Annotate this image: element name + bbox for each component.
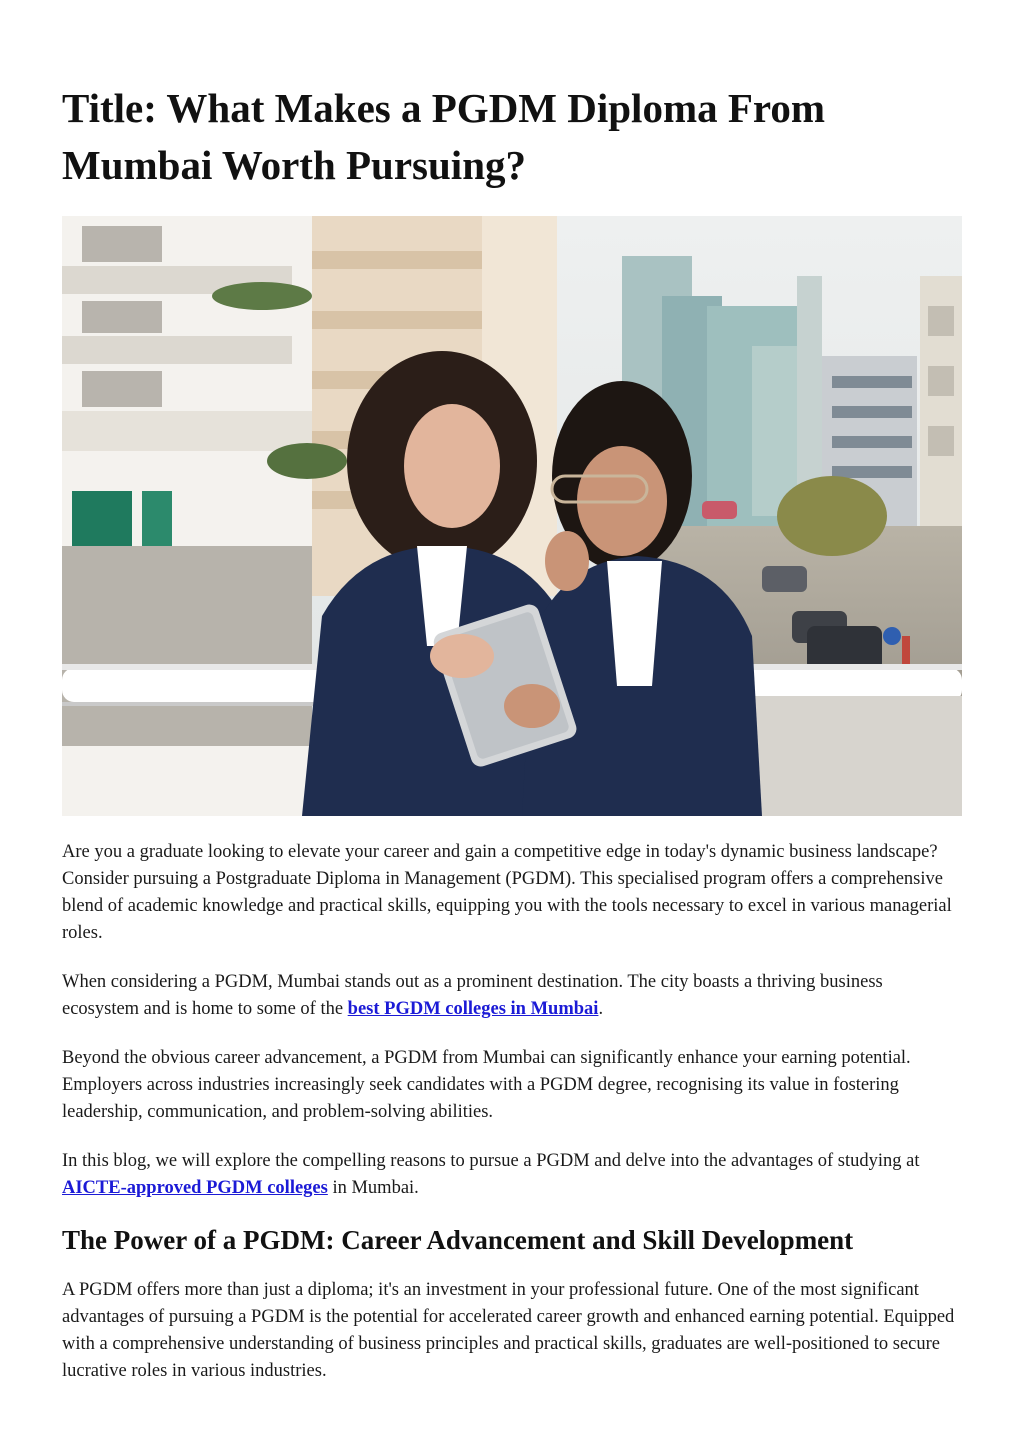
intro-paragraph: Are you a graduate looking to elevate your career and gain a competitive edge in today's dynamic business landscape? Consider pursuing a Postgraduate Diploma in Management (PGDM). This specialised program offers a comprehensive blend of academic knowledge and practical skills, equipping you with the tools necessary to excel in various managerial roles. [62, 842, 952, 943]
hero-photo [62, 216, 962, 816]
mumbai-paragraph-text: When considering a PGDM, Mumbai stands out as a prominent destination. The city boasts a thriving business ecosystem and is home to some of the [62, 972, 883, 1019]
hero-illustration [62, 216, 962, 816]
mumbai-paragraph [62, 969, 962, 1023]
blog-intro-text: In this blog, we will explore the compelling reasons to pursue a PGDM and delve into the advantages of studying at [62, 1151, 920, 1171]
best-pgdm-colleges-link[interactable]: best PGDM colleges in Mumbai [347, 999, 599, 1019]
blog-intro-end: in Mumbai. [327, 1178, 419, 1198]
mumbai-paragraph-end: . [598, 999, 604, 1019]
blog-intro-paragraph [62, 1148, 962, 1202]
document-page [62, 0, 962, 1385]
power-paragraph: A PGDM offers more than just a diploma; it's an investment in your professional future. One of the most significant advantages of pursuing a PGDM is the potential for accelerated career growth and enhanced earning potential. Equipped with a comprehensive understanding of business principles and practical skills, graduates are well-positioned to secure lucrative roles in various industries. [62, 1280, 955, 1381]
section-heading: The Power of a PGDM: Career Advancement and Skill Development [62, 1225, 854, 1255]
earning-paragraph: Beyond the obvious career advancement, a PGDM from Mumbai can significantly enhance your earning potential. Employers across industries increasingly seek candidates with a PGDM degree, recognising its value in fostering leadership, communication, and problem-solving abilities. [62, 1048, 911, 1122]
page-title: Title: What Makes a PGDM Diploma From Mumbai Worth Pursuing? [62, 85, 826, 188]
aicte-approved-colleges-link[interactable]: AICTE-approved PGDM colleges [62, 1178, 328, 1198]
